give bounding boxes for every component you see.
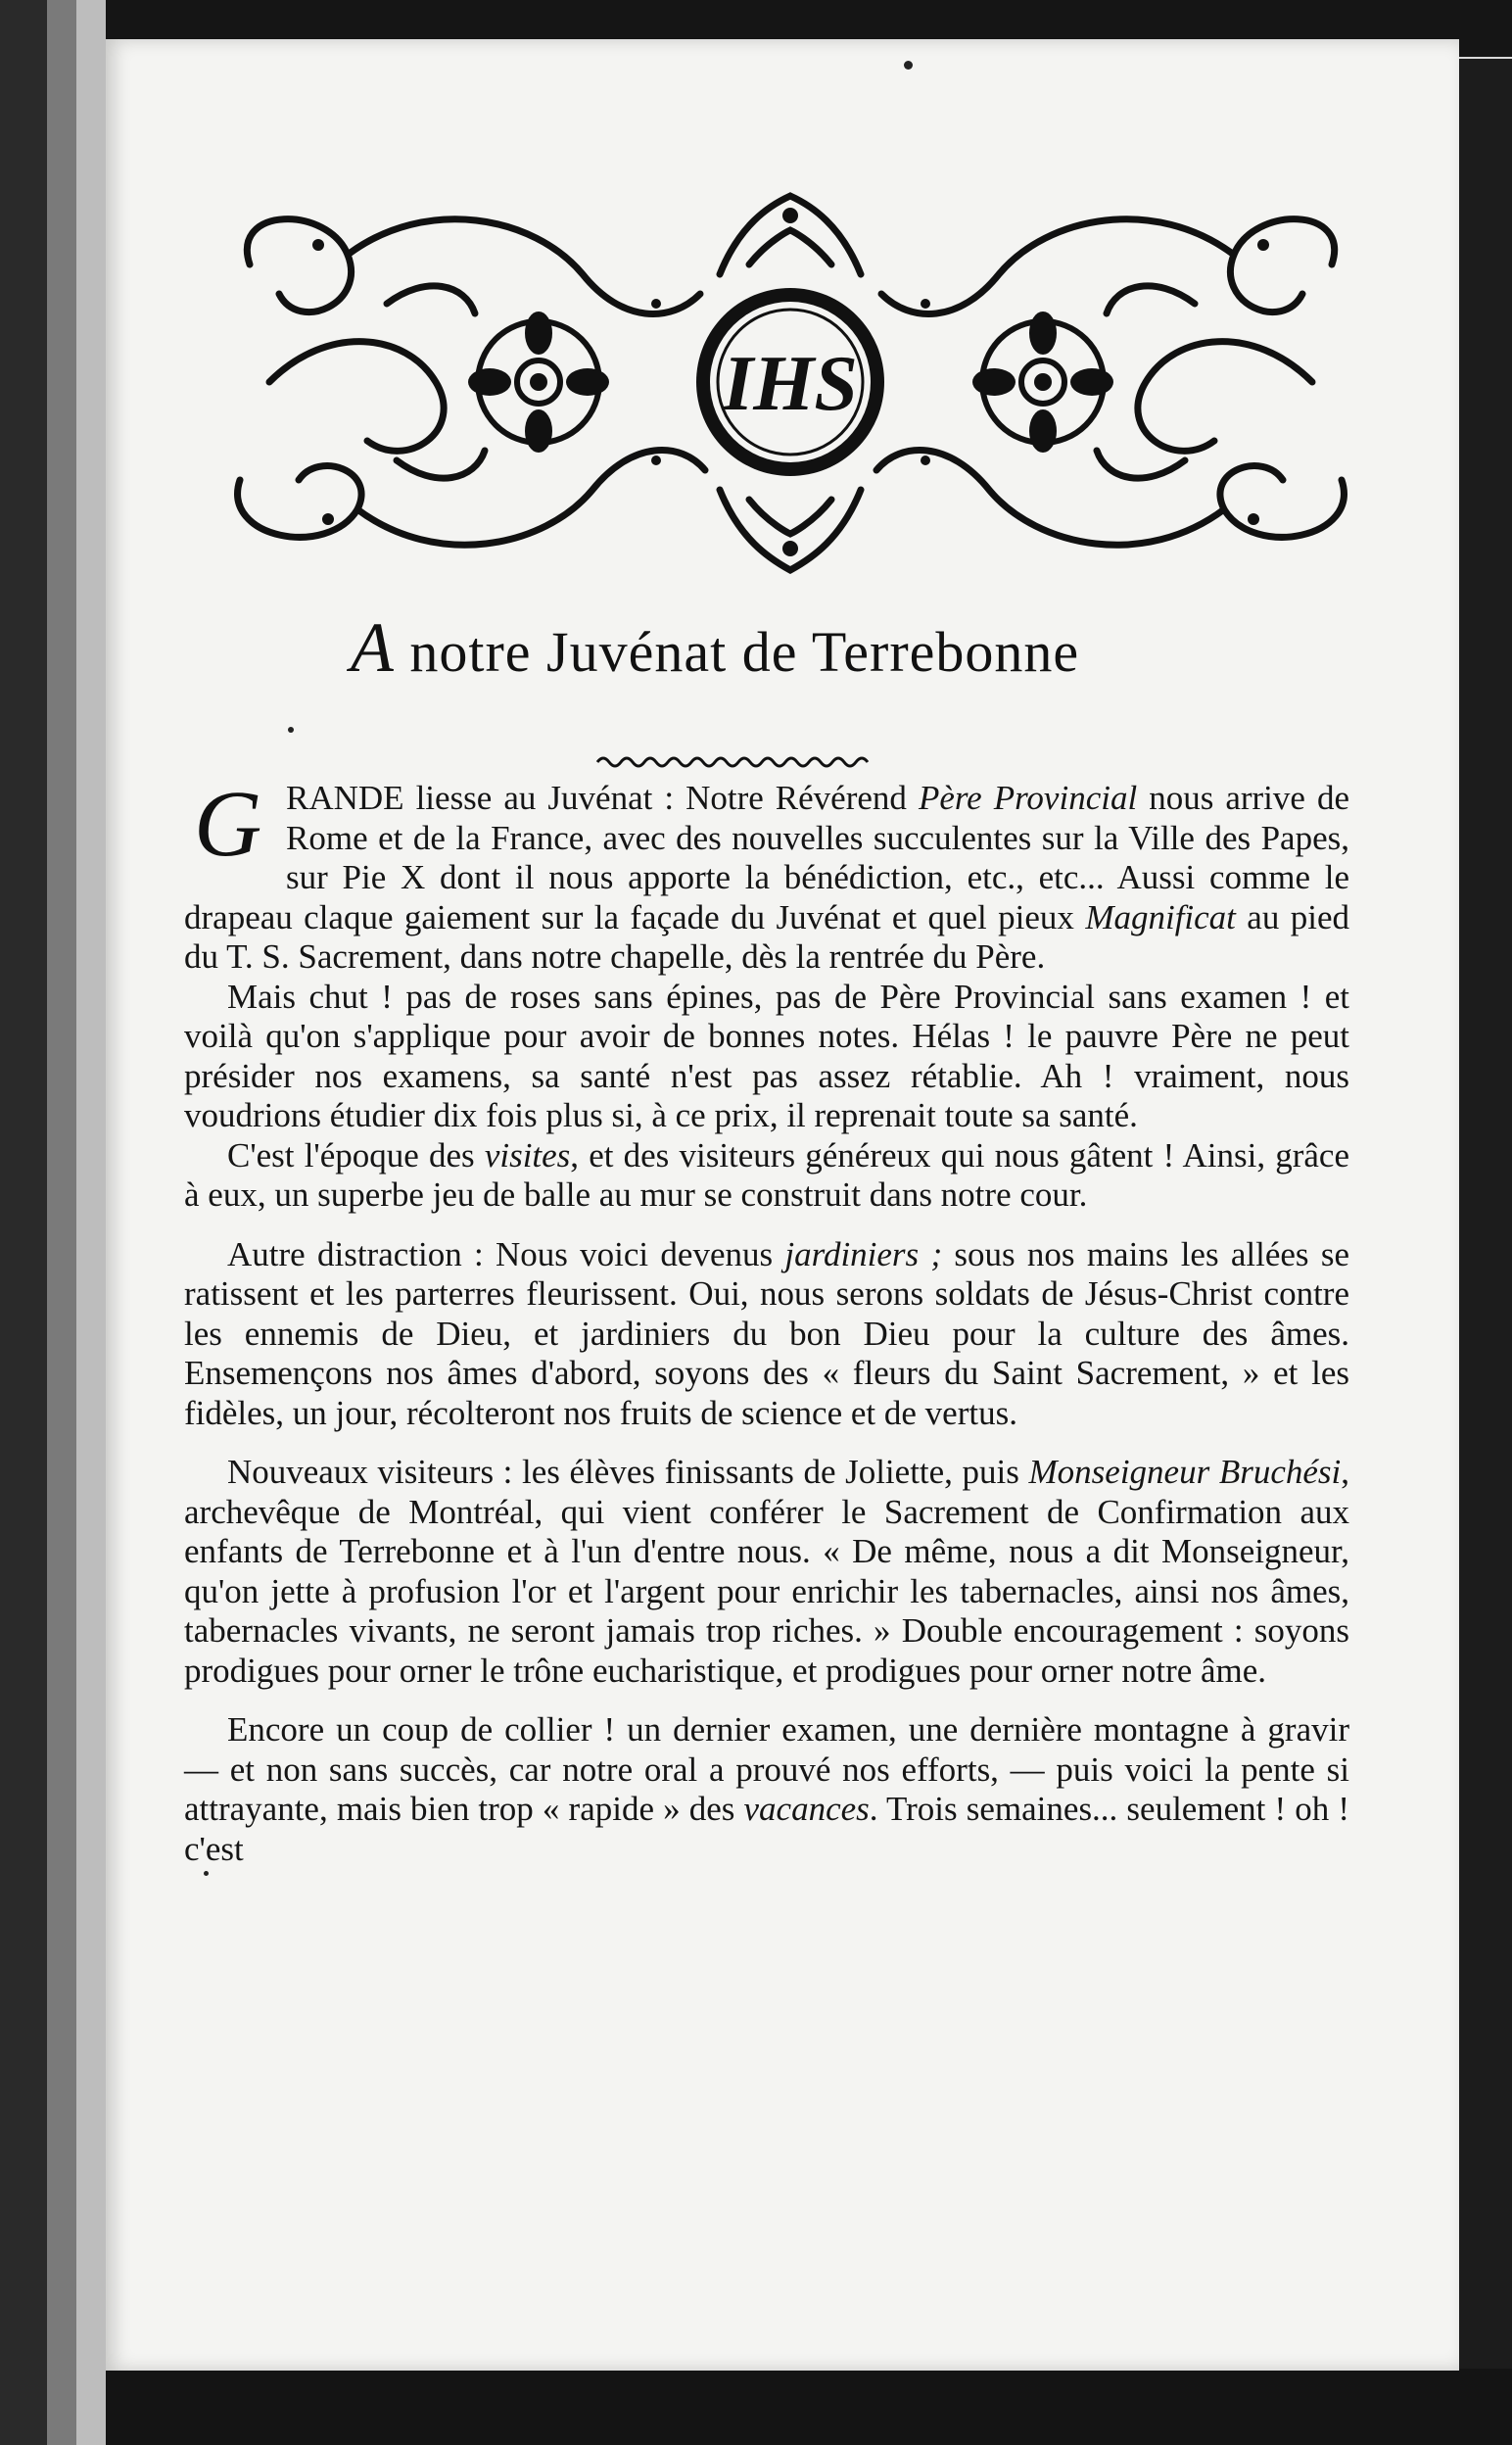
italic-text: jardiniers ;	[784, 1234, 943, 1273]
lead-in: RANDE	[286, 779, 404, 817]
text-run: Nouveaux visiteurs : les élèves finissants de Joliette, puis	[227, 1453, 1029, 1491]
title-text: notre Juvénat de Terrebonne	[394, 620, 1080, 684]
right-scan-border	[1459, 59, 1512, 2445]
text-run: au pied du T. S. Sacrement, dans notre chapelle, dès la rentrée du Père.	[184, 897, 1350, 976]
text-run: Mais chut ! pas de roses sans épines, pas de Père Provincial sans examen ! et voilà qu'on s'applique pour avoir de bonnes notes. Hélas ! le pauvre Père ne peut présider nos examens, sa santé n'est pas assez rétablie. Ah ! vraiment, nous voudrions étudier dix fois plus si, à ce prix, il reprenait toute sa santé.	[184, 977, 1349, 1134]
book-spine-shadow	[0, 0, 47, 2445]
ornamental-headpiece	[211, 186, 1371, 578]
text-run: Encore un coup de collier ! un dernier examen, une dernière montagne à gravir — et non sans succès, car notre oral a prouvé nos efforts, — puis voici la pente si attrayante, mais bien trop « rapide » des	[184, 1710, 1349, 1828]
text-run: . Trois semaines... seulement ! oh ! c'est	[184, 1790, 1349, 1868]
text-run: Autre distraction : Nous voici devenus	[227, 1234, 785, 1273]
paragraph	[184, 1710, 1349, 1869]
paragraph	[184, 1136, 1349, 1216]
text-run: , archevêque de Montréal, qui vient conférer le Sacrement de Confirmation aux enfants de Terrebonne et à l'un d'entre nous. « De même, nous a dit Monseigneur, qu'on jette à profusion l'or et l'argent pour enrichir les tabernacles, ainsi nos âmes, tabernacles vivants, ne seront jamais trop riches. » Double encouragement : soyons prodigues pour orner le trône eucharistique, et prodigues pour orner notre âme.	[184, 1453, 1349, 1690]
italic-text: Magnificat	[1085, 897, 1236, 936]
paragraph	[184, 1235, 1349, 1434]
text-run: liesse au Juvénat : Notre Révérend	[403, 779, 919, 817]
paragraph	[184, 978, 1349, 1136]
italic-text: Monseigneur Bruchési	[1028, 1453, 1342, 1491]
paragraph	[184, 1453, 1349, 1691]
italic-text: Père Provincial	[918, 779, 1138, 817]
article-body	[184, 771, 1350, 1869]
page-stack-edge	[76, 0, 106, 2445]
bottom-scan-border	[106, 2369, 1512, 2445]
text-run: sous nos mains les allées se ratissent et les parterres fleurissent. Oui, nous serons soldats de Jésus-Christ contre les ennemis de Dieu, et jardiniers du bon Dieu pour la culture des âmes. Ensemençons nos âmes d'abord, soyons des « fleurs du Saint Sacrement, » et les fidèles, un jour, récolteront nos fruits de science et de vertus.	[184, 1234, 1349, 1432]
print-speck	[288, 727, 294, 733]
paragraph	[184, 771, 1350, 978]
text-run: nous arrive de Rome et de la France, avec des nouvelles succulentes sur la Ville des Papes, sur Pie X dont il nous apporte la bénédiction, etc., etc... Aussi comme le drapeau claque gaiement sur la façade du Juvénat et quel pieux	[184, 779, 1349, 936]
text-run: C'est l'époque des	[227, 1135, 485, 1175]
text-run: , et des visiteurs généreux qui nous gâtent ! Ainsi, grâce à eux, un superbe jeu de balle au mur se construit dans notre cour.	[184, 1135, 1349, 1214]
title-initial: A	[350, 608, 395, 687]
article-title	[274, 607, 1156, 695]
drop-cap: G	[194, 771, 262, 876]
italic-text: visites	[484, 1135, 571, 1175]
print-speck	[204, 1871, 209, 1876]
italic-text: vacances	[743, 1790, 870, 1828]
print-speck	[904, 61, 913, 70]
wavy-divider	[588, 744, 881, 774]
book-spine-edge	[47, 0, 76, 2445]
ihs-monogram: IHS	[723, 341, 858, 427]
